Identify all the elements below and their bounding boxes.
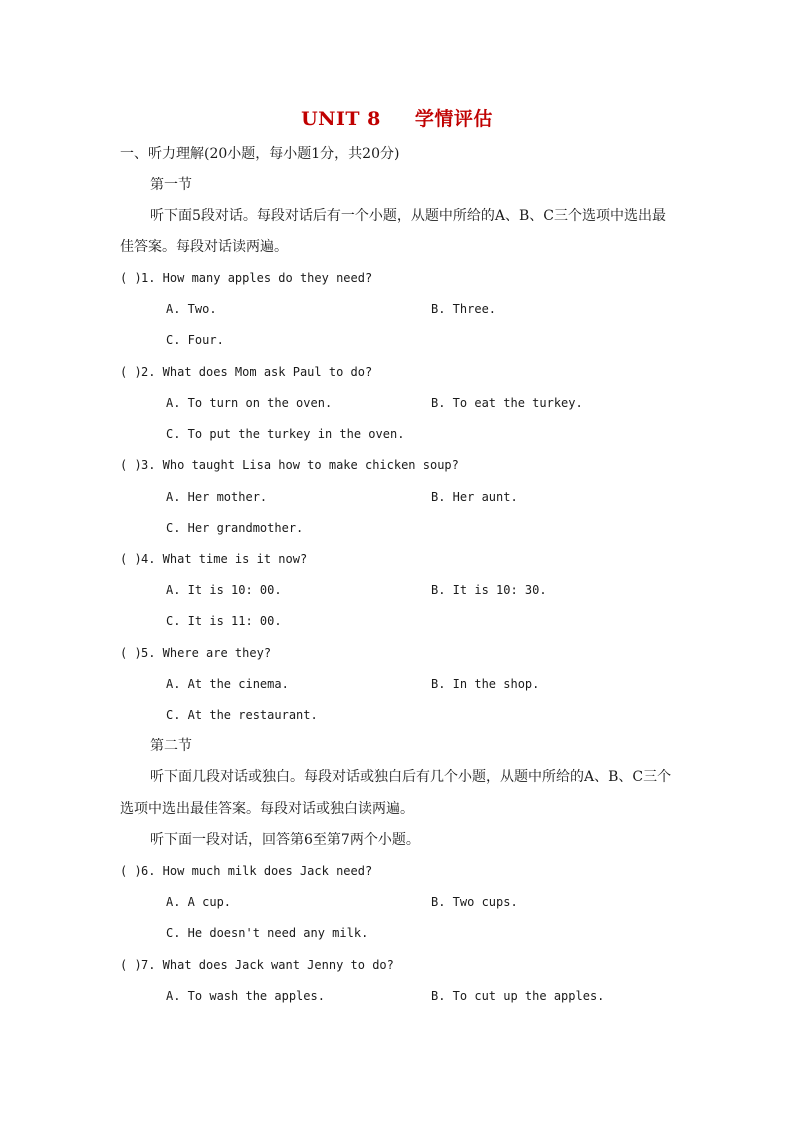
answer-blank: ( ) <box>120 552 142 566</box>
option-b: B. To cut up the apples. <box>431 989 605 1003</box>
answer-blank: ( ) <box>120 646 142 660</box>
option-c: C. It is 11: 00. <box>166 614 282 628</box>
option-c: C. He doesn't need any milk. <box>166 926 369 940</box>
part2-instruction-line1: 听下面几段对话或独白。每段对话或独白后有几个小题，从题中所给的A、B、C三个 <box>150 769 672 785</box>
option-c: C. Four. <box>166 333 224 347</box>
option-a: A. A cup. <box>166 895 232 909</box>
part2-sub-instruction: 听下面一段对话，回答第6至第7两个小题。 <box>150 832 420 848</box>
option-c: C. Her grandmother. <box>166 521 304 535</box>
option-a: A. Her mother. <box>166 490 268 504</box>
question-text: 7. What does Jack want Jenny to do? <box>141 958 394 972</box>
option-b: B. It is 10: 30. <box>431 583 547 597</box>
option-a: A. At the cinema. <box>166 677 289 691</box>
option-a: A. To wash the apples. <box>166 989 325 1003</box>
option-b: B. Two cups. <box>431 895 518 909</box>
title-subtitle: 学情评估 <box>414 108 493 130</box>
question-text: 1. How many apples do they need? <box>141 271 373 285</box>
part1-instruction-line1: 听下面5段对话。每段对话后有一个小题，从题中所给的A、B、C三个选项中选出最 <box>150 208 667 224</box>
question-text: 3. Who taught Lisa how to make chicken soup? <box>141 458 459 472</box>
answer-blank: ( ) <box>120 958 142 972</box>
option-b: B. In the shop. <box>431 677 540 691</box>
section-heading: 一、听力理解(20小题，每小题1分，共20分) <box>120 146 400 162</box>
answer-blank: ( ) <box>120 864 142 878</box>
part2-instruction-line2: 选项中选出最佳答案。每段对话或独白读两遍。 <box>120 801 414 817</box>
part1-instruction-line2: 佳答案。每段对话读两遍。 <box>120 239 288 255</box>
answer-blank: ( ) <box>120 365 142 379</box>
part2-label: 第二节 <box>150 738 192 754</box>
option-b: B. Her aunt. <box>431 490 518 504</box>
option-c: C. At the restaurant. <box>166 708 318 722</box>
option-c: C. To put the turkey in the oven. <box>166 427 405 441</box>
part1-label: 第一节 <box>150 177 192 193</box>
question-text: 6. How much milk does Jack need? <box>141 864 373 878</box>
unit-label: UNIT 8 <box>301 108 381 130</box>
question-text: 5. Where are they? <box>141 646 272 660</box>
page-title <box>0 104 794 131</box>
answer-blank: ( ) <box>120 271 142 285</box>
option-b: B. Three. <box>431 302 497 316</box>
option-a: A. It is 10: 00. <box>166 583 282 597</box>
question-text: 2. What does Mom ask Paul to do? <box>141 365 373 379</box>
option-a: A. Two. <box>166 302 217 316</box>
option-a: A. To turn on the oven. <box>166 396 333 410</box>
answer-blank: ( ) <box>120 458 142 472</box>
question-text: 4. What time is it now? <box>141 552 308 566</box>
option-b: B. To eat the turkey. <box>431 396 583 410</box>
